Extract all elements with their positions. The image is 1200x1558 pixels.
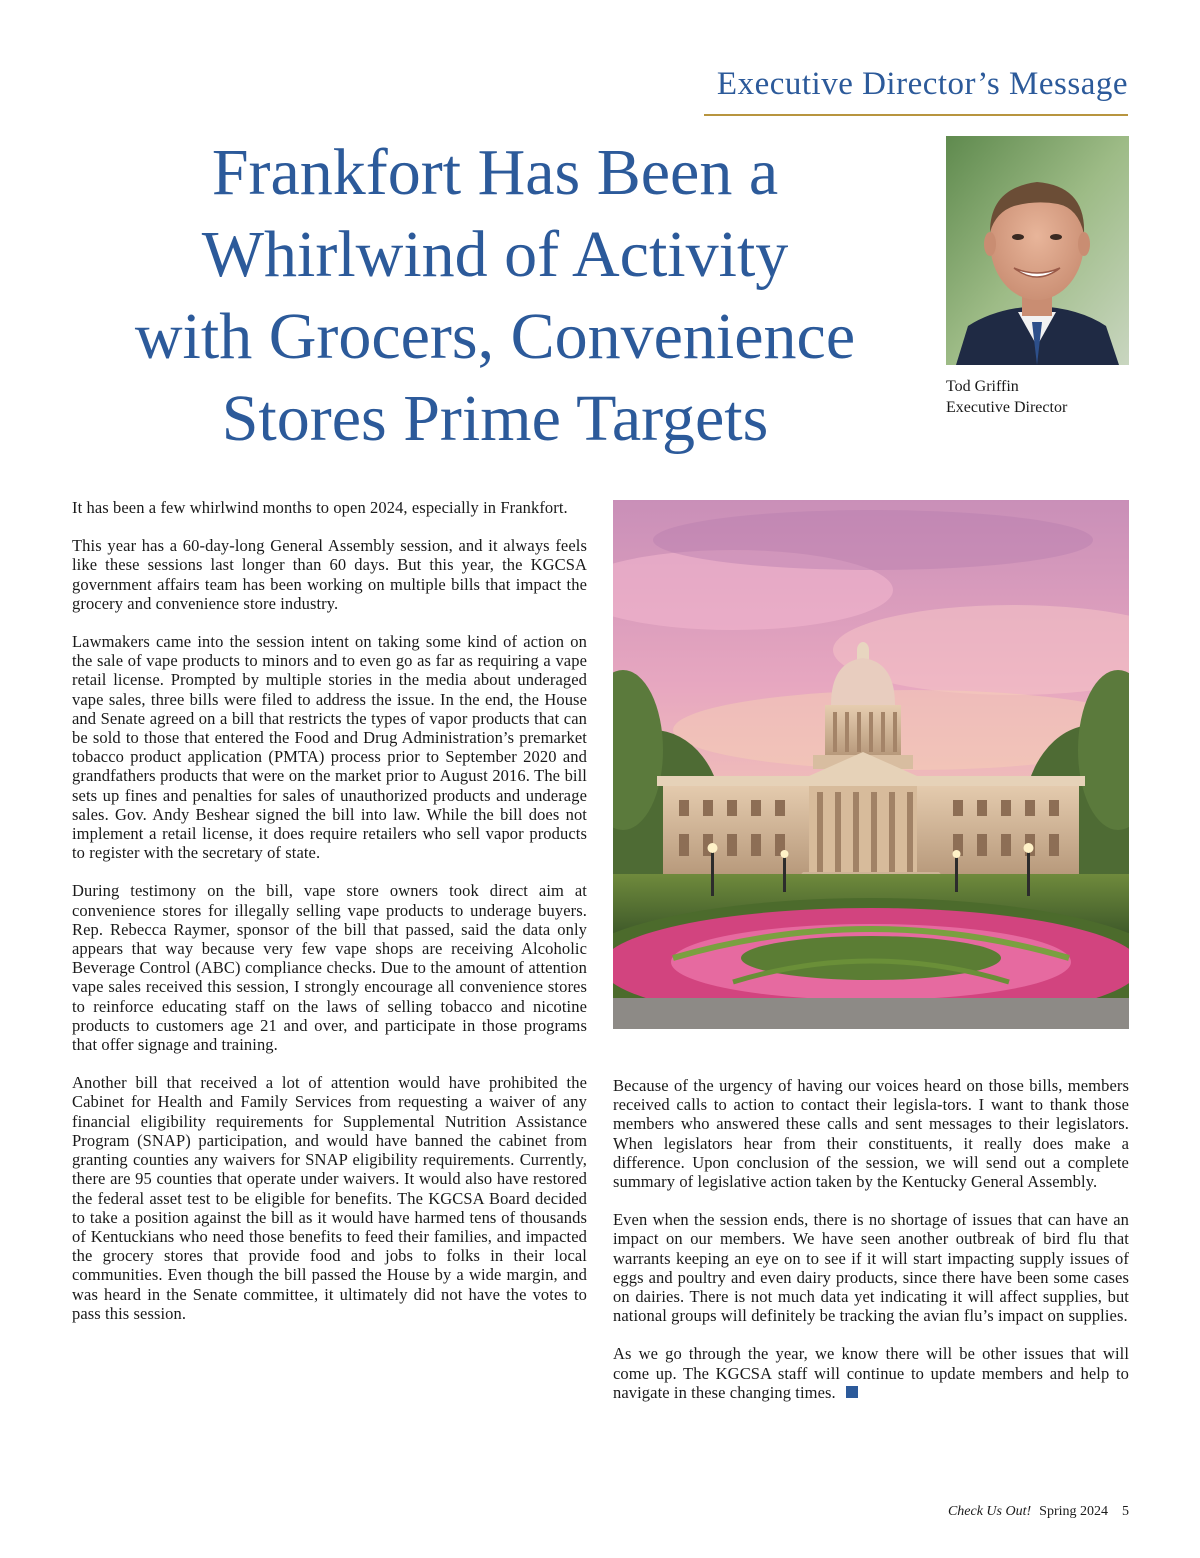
article-paragraph-6: Because of the urgency of having our voices heard on those bills, members received calls to action to contact their legisla-tors. I want to thank those members who answered these calls and sent messages to their legislators. When legislators hear from their constituents, it really does make a difference. Upon conclusion of the session, we will send out a complete summary of legislative action taken by the Kentucky General Assembly. bbox=[613, 1076, 1129, 1192]
header-rule bbox=[704, 114, 1128, 116]
article-paragraph-7: Even when the session ends, there is no shortage of issues that can have an impact on our members. We have seen another outbreak of bird flu that warrants keeping an eye on to see if it will start impacting supply issues of eggs and poultry and even dairy products, since there have been some cases on dairies. There is not much data yet indicating it will affect supplies, but national groups will definitely be tracking the avian flu’s impact on supplies. bbox=[613, 1210, 1129, 1326]
article-column-right bbox=[613, 1076, 1129, 1421]
author-name: Tod Griffin bbox=[946, 378, 1019, 395]
section-header: Executive Director’s Message bbox=[716, 66, 1128, 102]
article-paragraph-3: Lawmakers came into the session intent on taking some kind of action on the sale of vape products to minors and to even go as far as requiring a vape retail license. Prompted by multiple stories in the media about underaged vape sales, three bills were filed to address the issue. In the end, the House and Senate agreed on a bill that restricts the types of vapor products that can be sold to those that entered the Food and Drug Administration’s premarket tobacco product application (PMTA) process prior to September 2020 and grandfathers products that were on the market prior to August 2016. The bill sets up fines and penalties for sales of unauthorized products and underage sales. Gov. Andy Beshear signed the bill into law. While the bill does not implement a retail license, it does require retailers who sell vapor products to register with the secretary of state. bbox=[72, 632, 587, 863]
footer-issue: Spring 2024 bbox=[1039, 1504, 1108, 1519]
article-paragraph-8 bbox=[613, 1344, 1129, 1402]
capitol-photo bbox=[613, 500, 1129, 1029]
headline bbox=[70, 132, 920, 460]
article-paragraph-1: It has been a few whirlwind months to open 2024, especially in Frankfort. bbox=[72, 498, 568, 517]
article-paragraph-5: Another bill that received a lot of attention would have prohibited the Cabinet for Health and Family Services from requesting a waiver of any financial eligibility requirements for Supplemental Nutrition Assistance Program (SNAP) participation, and would have banned the cabinet from granting counties any waivers for SNAP eligibility requirements. Currently, there are 95 counties that operate under waivers. It would also have restored the federal asset test to be eligible for benefits. The KGCSA Board decided to take a position against the bill as it would have harmed tens of thousands of Kentuckians who need those benefits to feed their families, and impacted the grocery stores that provide food and jobs to folks in their local communities. Even though the bill passed the House by a wide margin, and was heard in the Senate committee, it ultimately did not have the votes to pass this session. bbox=[72, 1073, 587, 1323]
square-end-mark-icon bbox=[846, 1386, 858, 1398]
article-paragraph-8-text: As we go through the year, we know there will be other issues that will come up. The KGCSA staff will continue to update members and help to navigate in these changing times. bbox=[613, 1344, 1129, 1402]
headline-line-2: Whirlwind of Activity bbox=[201, 218, 789, 291]
headline-line-1: Frankfort Has Been a bbox=[211, 136, 779, 209]
author-caption bbox=[946, 376, 1067, 418]
capitol-building-image bbox=[613, 500, 1129, 1029]
article-paragraph-4: During testimony on the bill, vape store owners took direct aim at convenience stores for illegally selling vape products to underage buyers. Rep. Rebecca Raymer, sponsor of the bill that passed, said the data only appears that way because very few vape shops are receiving Alcoholic Beverage Control (ABC) compliance checks. Due to the amount of attention vape sales received this session, I strongly encourage all convenience stores to reinforce educating staff on the laws of selling tobacco and nicotine products to customers age 21 and over, and participate in those programs that offer signage and training. bbox=[72, 881, 587, 1055]
footer-magazine-name: Check Us Out! bbox=[947, 1504, 1032, 1519]
author-portrait-image bbox=[946, 136, 1129, 365]
author-portrait bbox=[946, 136, 1129, 365]
article-paragraph-2: This year has a 60-day-long General Assembly session, and it always feels like these sessions last longer than 60 days. But this year, the KGCSA government affairs team has been working on multiple bills that impact the grocery and convenience store industry. bbox=[72, 536, 587, 613]
headline-line-4: Stores Prime Targets bbox=[221, 382, 769, 455]
page-footer bbox=[948, 1504, 1129, 1520]
footer-page-number: 5 bbox=[1122, 1504, 1129, 1519]
author-title: Executive Director bbox=[946, 399, 1068, 416]
headline-line-3: with Grocers, Convenience bbox=[134, 300, 856, 373]
article-column-left bbox=[72, 498, 587, 1342]
